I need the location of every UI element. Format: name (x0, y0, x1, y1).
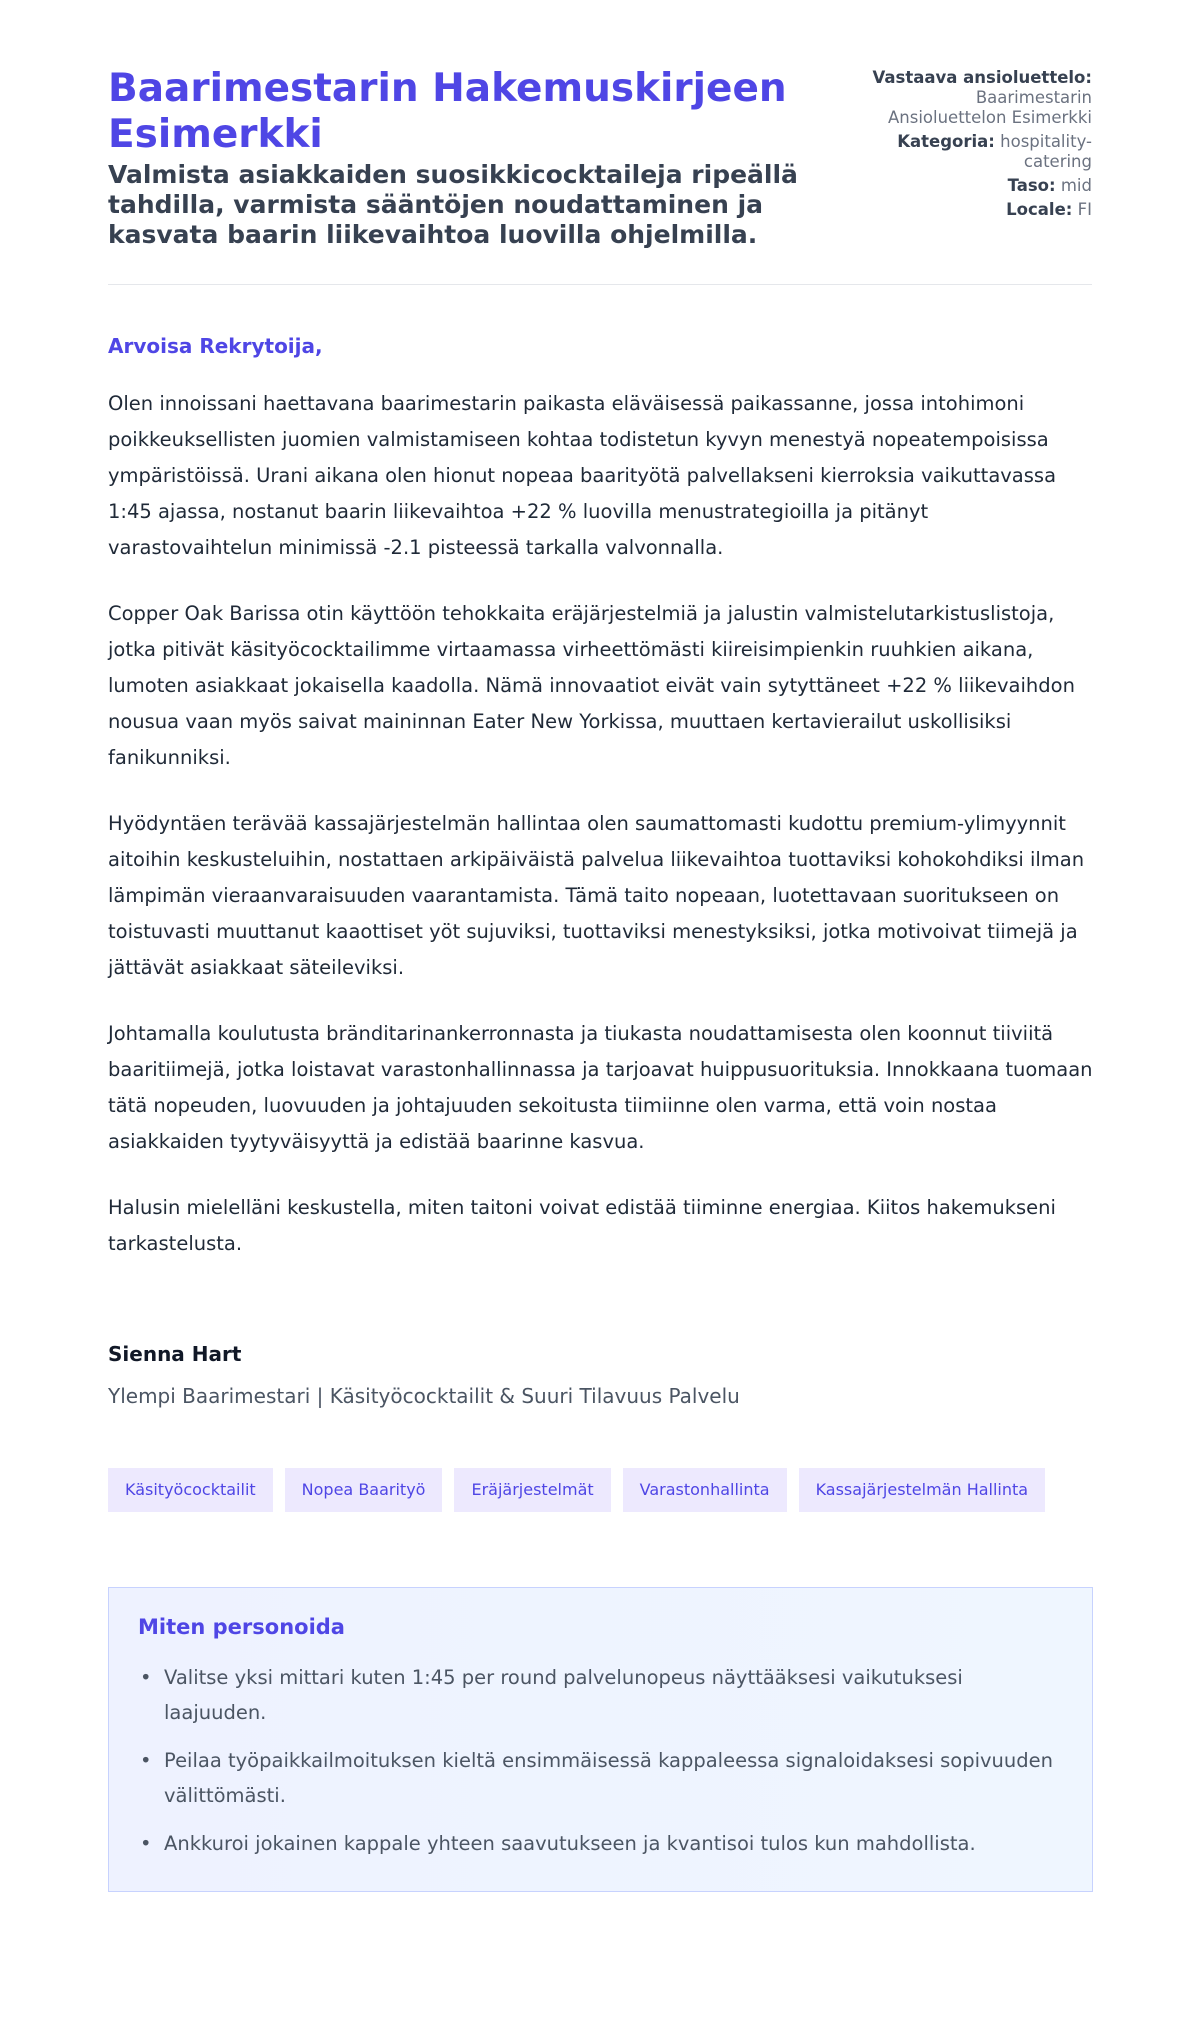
skill-tag: Kassajärjestelmän Hallinta (799, 1468, 1046, 1512)
letter-paragraph: Johtamalla koulutusta bränditarinankerronnasta ja tiukasta noudattamisesta olen koonnut tiiviitä baaritiimejä, jotka loistavat varastonhallinnassa ja tarjoavat huippusuorituksia. Innokkaana tuomaan tätä nopeuden, luovuuden ja johtajuuden sekoitusta tiimiinne olen varma, että voin nostaa asiakkaiden tyytyväisyyttä ja edistää baarinne kasvua. (108, 1022, 1093, 1153)
meta-level-value: mid (1060, 176, 1092, 195)
letter-paragraph: Hyödyntäen terävää kassajärjestelmän hallintaa olen saumattomasti kudottu premium-ylimyynnit aitoihin keskusteluihin, nostattaen arkipäiväistä palvelua liikevaihtoa tuottaviksi kohokohdiksi ilman lämpimän vieraanvaraisuuden vaarantamista. Tämä taito nopeaan, luotettavaan suoritukseen on toistuvasti muuttanut kaaottiset yöt sujuviksi, tuottaviksi menestyksiksi, jotka motivoivat tiimejä ja jättävät asiakkaat säteileviksi. (108, 812, 1085, 979)
tips-title: Miten personoida (138, 1615, 345, 1639)
page-title: Baarimestarin Hakemuskirjeen Esimerkki (108, 66, 787, 157)
meta-category (862, 132, 1092, 172)
skill-tag: Nopea Baarityö (285, 1468, 443, 1512)
skill-tag: Käsityöcocktailit (108, 1468, 273, 1512)
meta-locale (862, 200, 1092, 220)
meta-resume (862, 68, 1092, 128)
letter-paragraph: Olen innoissani haettavana baarimestarin paikasta eläväisessä paikassanne, jossa intohimoni poikkeuksellisten juomien valmistamiseen kohtaa todistetun kyvyn menestyä nopeatempoisissa ympäristöissä. Urani aikana olen hionut nopeaa baarityötä palvellakseni kierroksia vaikuttavassa 1:45 ajassa, nostanut baarin liikevaihtoa +22 % luovilla menustrategioilla ja pitänyt varastovaihtelun minimissä -2.1 pisteessä tarkalla valvonnalla. (108, 392, 1057, 559)
signature-name: Sienna Hart (108, 1342, 242, 1366)
letter-paragraph: Copper Oak Barissa otin käyttöön tehokkaita eräjärjestelmiä ja jalustin valmistelutarkistuslistoja, jotka pitivät käsityöcocktailimme virtaamassa virheettömästi kiireisimpienkin ruuhkien aikana, lumoten asiakkaat jokaisella kaadolla. Nämä innovaatiot eivät vain sytyttäneet +22 % liikevaihdon nousua vaan myös saivat maininnan Eater New Yorkissa, muuttaen kertavierailut uskollisiksi fanikunniksi. (108, 602, 1075, 769)
meta-panel (862, 66, 1092, 224)
meta-category-label: Kategoria: (897, 132, 995, 151)
header (108, 66, 1092, 285)
tips-list (138, 1660, 1063, 1861)
skill-tag: Varastonhallinta (623, 1468, 787, 1512)
meta-level-label: Taso: (1007, 176, 1056, 195)
signature (108, 1340, 1092, 1410)
meta-locale-value: FI (1077, 200, 1092, 219)
tip-item: • Ankkuroi jokainen kappale yhteen saavutukseen ja kvantisoi tulos kun mahdollista. (138, 1826, 1063, 1861)
letter-paragraph: Halusin mielelläni keskustella, miten taitoni voivat edistää tiiminne energiaa. Kiitos hakemukseni tarkastelusta. (108, 1196, 1056, 1255)
tip-item: • Peilaa työpaikkailmoituksen kieltä ensimmäisessä kappaleessa signaloidaksesi sopivuuden välittömästi. (138, 1743, 1063, 1813)
personalization-tips-box (108, 1587, 1093, 1892)
meta-resume-label: Vastaava ansioluettelo: (872, 68, 1092, 87)
page-subtitle: Valmista asiakkaiden suosikkicocktaileja ripeällä tahdilla, varmista sääntöjen noudattaminen ja kasvata baarin liikevaihtoa luovilla ohjelmilla. (108, 160, 798, 249)
skill-tags (108, 1468, 1092, 1512)
tip-item: • Valitse yksi mittari kuten 1:45 per round palvelunopeus näyttääksesi vaikutuksesi laajuuden. (138, 1660, 1063, 1730)
header-titles (108, 66, 848, 250)
meta-category-value: hospitality-catering (1000, 132, 1092, 171)
meta-level (862, 176, 1092, 196)
greeting: Arvoisa Rekrytoija, (108, 334, 323, 358)
skill-tag: Eräjärjestelmät (454, 1468, 610, 1512)
signature-title: Ylempi Baarimestari | Käsityöcocktailit & Suuri Tilavuus Palvelu (108, 1384, 740, 1408)
meta-locale-label: Locale: (1006, 200, 1073, 219)
meta-resume-value: Baarimestarin Ansioluettelon Esimerkki (888, 88, 1092, 127)
